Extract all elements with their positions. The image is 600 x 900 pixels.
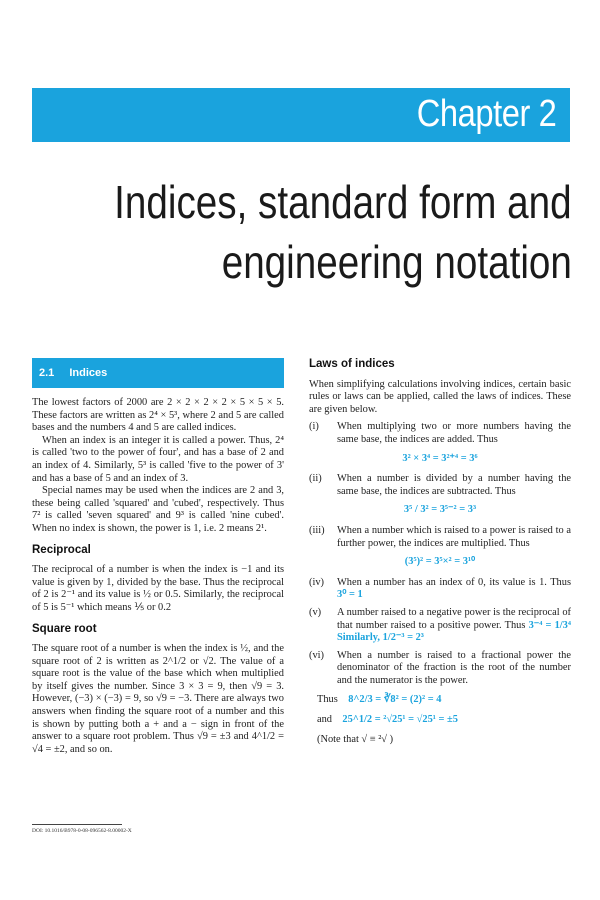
example-thus — [309, 694, 571, 707]
laws-heading: Laws of indices — [309, 358, 395, 370]
right-column — [309, 358, 571, 746]
chapter-label: Chapter 2 — [416, 93, 556, 135]
law-item — [309, 421, 571, 446]
law-text — [337, 577, 571, 602]
footer-rule — [32, 824, 122, 825]
law-item — [309, 525, 571, 550]
and-label: and — [317, 714, 333, 726]
and-equation: 25^1/2 = ²√25¹ = √25¹ = ±5 — [342, 714, 458, 726]
law-item — [309, 577, 571, 602]
section-number: 2.1 — [39, 367, 55, 379]
law-equation: (3⁵)² = 3⁵×² = 3¹⁰ — [404, 556, 476, 568]
law-item — [309, 650, 571, 688]
law-equation: 3⁻⁴ = 1/3⁴ Similarly, 1/2⁻³ = 2³ — [337, 619, 571, 644]
law-number: (v) — [309, 606, 322, 618]
section-title: Indices — [69, 367, 108, 379]
paragraph-special-names: Special names may be used when the indices are 2 and 3, these being called 'squared' and 'cubed', respectively. Thus 7² is called 'seven squared' and 9³ is called 'nine cubed'. When no index is shown, the power is 1, i.e. 2 means 2¹. — [32, 485, 284, 534]
reciprocal-paragraph: The reciprocal of a number is when the index is −1 and its value is given by 1, divided by the base. Thus the reciprocal of 2 is 2⁻¹ and its value is ½ or 0.5. Similarly, the reciprocal of 5 is 5⁻¹ which means ⅕ or 0.2 — [32, 564, 284, 613]
law-text: When a number is divided by a number having the same base, the indices are subtracted. Thus — [337, 473, 571, 497]
law-number: (iii) — [309, 524, 325, 536]
thus-label: Thus — [317, 694, 338, 706]
law-number: (i) — [309, 421, 319, 433]
law-text-body: A number raised to a negative power is the reciprocal of that number raised to a positive power. Thus — [337, 606, 571, 631]
law-text: When a number is raised to a fractional power the denominator of the fraction is the root of the number and the numerator is the power. — [337, 649, 571, 686]
law-text-body: When a number has an index of 0, its value is 1. Thus — [337, 576, 571, 588]
law-equation: 3⁰ = 1 — [337, 589, 363, 601]
law-text: When multiplying two or more numbers having the same base, the indices are added. Thus — [337, 421, 571, 445]
left-column — [32, 358, 284, 756]
chapter-title-line-2: engineering notation — [221, 236, 572, 288]
thus-equation: 8^2/3 = ∛8² = (2)² = 4 — [348, 694, 442, 706]
section-heading-bar — [32, 358, 284, 388]
square-root-heading: Square root — [32, 622, 97, 635]
note: (Note that √ ≡ ²√ ) — [317, 733, 394, 745]
law-text — [337, 607, 571, 645]
law-number: (vi) — [309, 649, 325, 661]
doi-footer: DOI: 10.1016/B978-0-08-096562-8.00002-X — [32, 828, 132, 834]
law-equation: 3² × 3⁴ = 3²⁺⁴ = 3⁶ — [402, 452, 478, 464]
paragraph-factors: The lowest factors of 2000 are 2 × 2 × 2 × 2 × 5 × 5 × 5. These factors are written as 2⁴ × 5³, where 2 and 5 are called bases and the numbers 4 and 5 are called indices. — [32, 397, 284, 434]
law-text: When a number which is raised to a power is raised to a further power, the indices are multiplied. Thus — [337, 524, 571, 549]
chapter-header-bar — [32, 88, 570, 142]
laws-intro: When simplifying calculations involving indices, certain basic rules or laws can be applied, called the laws of indices. These are given below. — [309, 378, 571, 415]
law-item — [309, 607, 571, 645]
law-item — [309, 473, 571, 498]
law-number: (ii) — [309, 473, 322, 485]
law-equation: 3⁵ / 3² = 3⁵⁻² = 3³ — [403, 504, 477, 516]
reciprocal-heading: Reciprocal — [32, 543, 91, 556]
law-number: (iv) — [309, 576, 325, 588]
chapter-title-line-1: Indices, standard form and — [114, 176, 572, 228]
square-root-paragraph: The square root of a number is when the index is ½, and the square root of 2 is written as 2^1/2 or √2. The value of a square root is the value of the base which when multiplied by itself gives the number. Since 3 × 3 = 9, then √9 = 3. However, (−3) × (−3) = 9, so √9 = −3. There are always two answers when finding the square root of a number and this is shown by putting both a + and a − sign in front of the answer to a square root problem. Thus √9 = ±3 and 4^1/2 = √4 = ±2, and so on. — [32, 643, 284, 755]
paragraph-power: When an index is an integer it is called a power. Thus, 2⁴ is called 'two to the power of four', and has a base of 2 and an index of 4. Similarly, 5³ is called 'five to the power of 3' and has a base of 5 and an index of 3. — [32, 434, 284, 484]
example-and — [309, 714, 571, 727]
